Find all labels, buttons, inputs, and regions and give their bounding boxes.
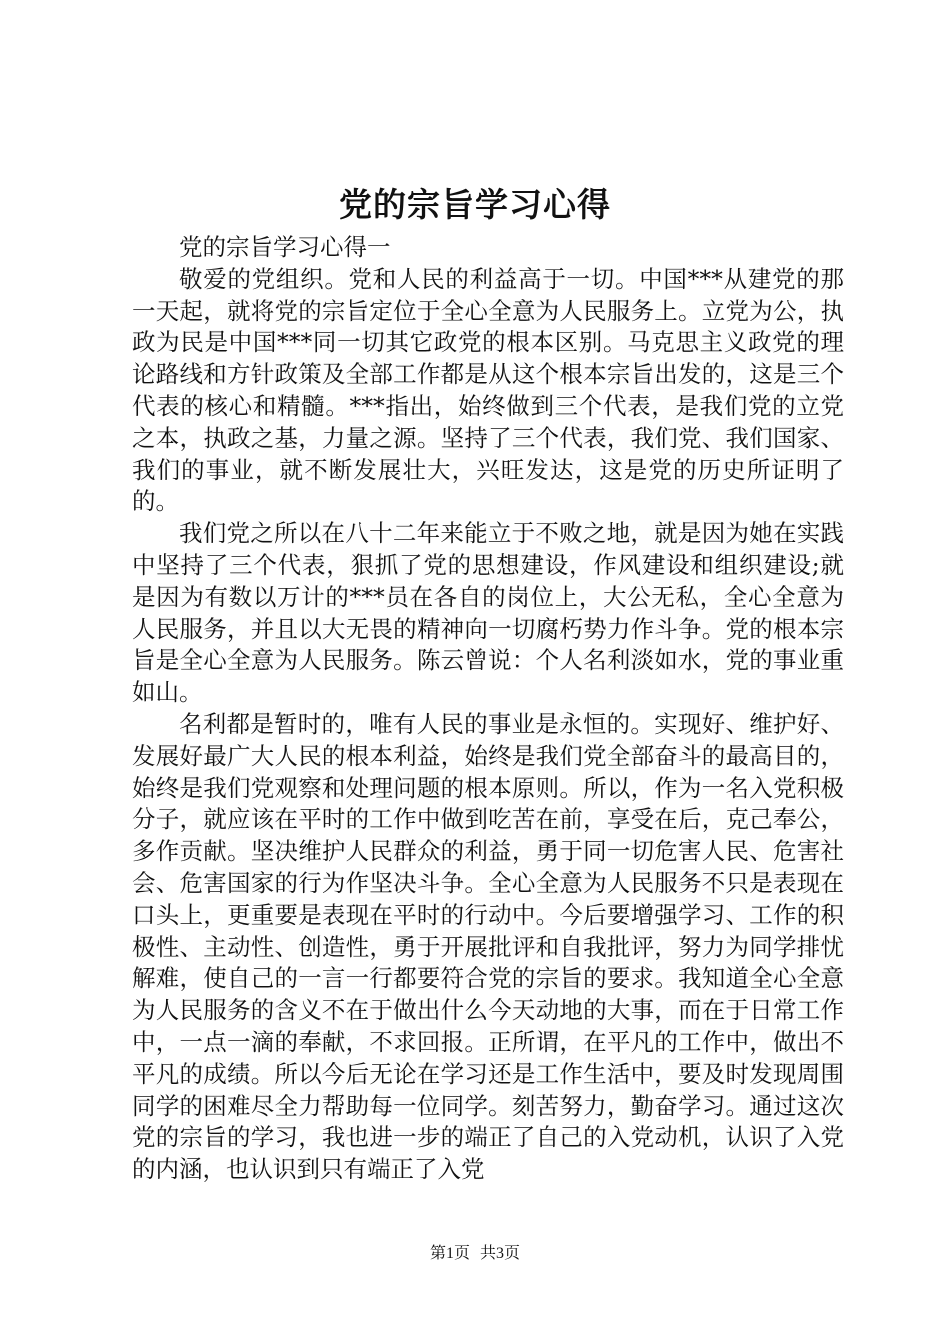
- body-paragraph: 敬爱的党组织。党和人民的利益高于一切。中国***从建党的那一天起，就将党的宗旨定位于全心全意为人民服务上。立党为公，执政为民是中国***同一切其它政党的根本区别。马克思主义政党的理论路线和方针政策及全部工作都是从这个根本宗旨出发的，这是三个代表的核心和精髓。***指出，始终做到三个代表，是我们党的立党之本，执政之基，力量之源。坚持了三个代表，我们党、我们国家、我们的事业，就不断发展壮大，兴旺发达，这是党的历史所证明了的。: [132, 264, 844, 516]
- page-number: 第1页: [429, 1245, 470, 1262]
- subtitle-paragraph: 党的宗旨学习心得一: [179, 233, 391, 261]
- body-paragraph: 我们党之所以在八十二年来能立于不败之地，就是因为她在实践中坚持了三个代表，狠抓了党的思想建设，作风建设和组织建设;就是因为有数以万计的***员在各自的岗位上，大公无私，全心全意为人民服务，并且以大无畏的精神向一切腐朽势力作斗争。党的根本宗旨是全心全意为人民服务。陈云曾说：个人名利淡如水，党的事业重如山。: [132, 519, 844, 707]
- page-footer: [0, 1243, 950, 1265]
- document-title: 党的宗旨学习心得: [339, 185, 611, 224]
- body-paragraph: 名利都是暂时的，唯有人民的事业是永恒的。实现好、维护好、发展好最广大人民的根本利益，始终是我们党全部奋斗的最高目的，始终是我们党观察和处理问题的根本原则。所以，作为一名入党积极分子，就应该在平时的工作中做到吃苦在前，享受在后，克己奉公，多作贡献。坚决维护人民群众的利益，勇于同一切危害人民、危害社会、危害国家的行为作坚决斗争。全心全意为人民服务不只是表现在口头上，更重要是表现在平时的行动中。今后要增强学习、工作的积极性、主动性、创造性，勇于开展批评和自我批评，努力为同学排忧解难，使自己的一言一行都要符合党的宗旨的要求。我知道全心全意为人民服务的含义不在于做出什么今天动地的大事，而在于日常工作中，一点一滴的奉献，不求回报。正所谓，在平凡的工作中，做出不平凡的成绩。所以今后无论在学习还是工作生活中，要及时发现周围同学的困难尽全力帮助每一位同学。刻苦努力，勤奋学习。通过这次党的宗旨的学习，我也进一步的端正了自己的入党动机，认识了入党的内涵，也认识到只有端正了入党: [132, 709, 844, 1184]
- document-body: [132, 232, 844, 1186]
- page-total: 共3页: [480, 1245, 521, 1262]
